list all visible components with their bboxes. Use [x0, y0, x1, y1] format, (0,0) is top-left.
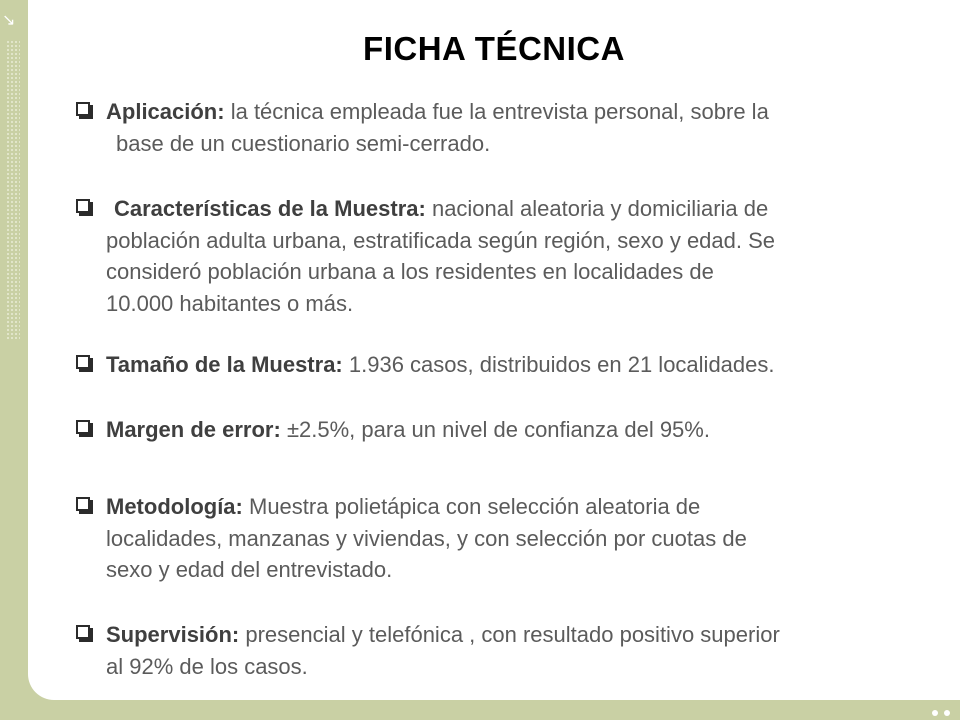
item-label: Metodología:: [106, 494, 243, 519]
list-item-supervision: [76, 619, 946, 682]
corner-arrow-icon: ↘: [2, 12, 16, 29]
bottom-decorative-dots: [932, 710, 950, 716]
item-text-line: consideró población urbana a los residentes en localidades de: [106, 259, 714, 284]
item-label: Tamaño de la Muestra:: [106, 352, 343, 377]
dot-pattern: [6, 40, 20, 340]
item-label: Margen de error:: [106, 417, 281, 442]
square-bullet-icon: [76, 199, 90, 213]
square-bullet-icon: [76, 355, 90, 369]
list-item-aplicacion: [76, 96, 946, 159]
item-label: Supervisión:: [106, 622, 240, 647]
item-label: Aplicación:: [106, 99, 225, 124]
list-item-metodologia: [76, 491, 946, 586]
item-text-line: localidades, manzanas y viviendas, y con selección por cuotas de: [106, 525, 747, 551]
item-text-line: 10.000 habitantes o más.: [106, 290, 354, 316]
dot-icon: [944, 710, 950, 716]
item-text-line: nacional aleatoria y domiciliaria de: [431, 196, 769, 221]
list-item-tamano: [76, 349, 946, 381]
square-bullet-icon: [76, 102, 90, 116]
item-text-line: ±2.5%, para un nivel de confianza del 95%.: [286, 417, 710, 442]
item-label: Características de la Muestra:: [114, 196, 426, 221]
item-text-line: base de un cuestionario semi-cerrado.: [116, 130, 491, 156]
square-bullet-icon: [76, 497, 90, 511]
list-item-caracteristicas: [76, 193, 946, 319]
page-title: FICHA TÉCNICA: [363, 30, 625, 67]
dot-icon: [932, 710, 938, 716]
square-bullet-icon: [76, 625, 90, 639]
left-decorative-band: [0, 0, 28, 720]
item-text-line: 1.936 casos, distribuidos en 21 localidades.: [348, 352, 775, 377]
square-bullet-icon: [76, 420, 90, 434]
list-item-margen: [76, 414, 946, 446]
item-text-line: al 92% de los casos.: [106, 653, 308, 679]
item-text-line: presencial y telefónica , con resultado positivo superior: [245, 622, 780, 647]
item-text-line: sexo y edad del entrevistado.: [106, 557, 393, 582]
item-text-line: población adulta urbana, estratificada según región, sexo y edad. Se: [106, 227, 776, 253]
item-text-line: la técnica empleada fue la entrevista personal, sobre la: [230, 99, 769, 124]
item-text-line: Muestra polietápica con selección aleatoria de: [249, 494, 701, 519]
content-panel: [28, 0, 960, 700]
